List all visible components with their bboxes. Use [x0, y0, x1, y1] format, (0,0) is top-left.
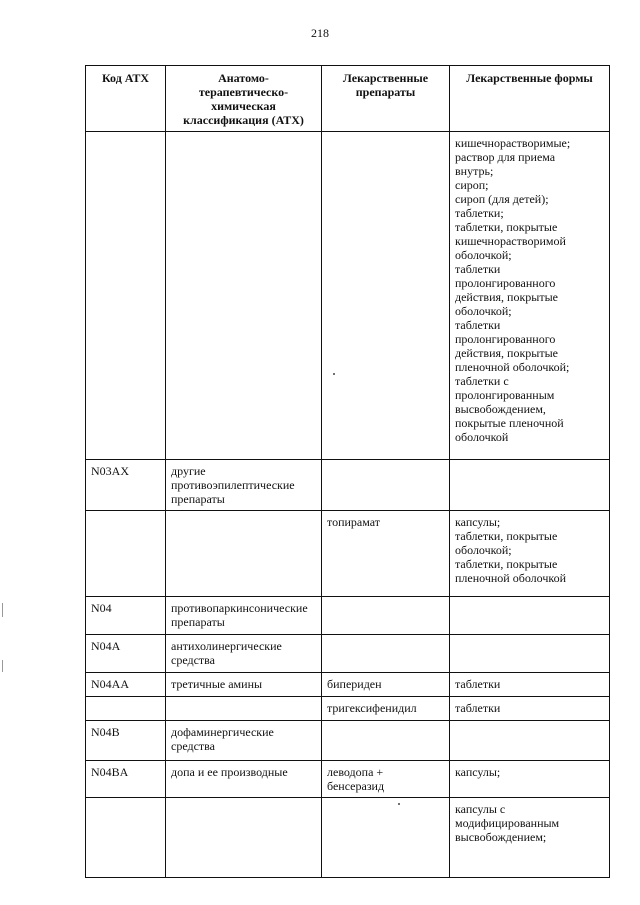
table-row — [86, 635, 610, 673]
cell-text-line: тригексифенидил — [327, 701, 417, 715]
table-row — [86, 721, 610, 761]
table-row — [86, 460, 610, 511]
cell-text-line: оболочкой — [455, 430, 509, 444]
atc-classification-cell — [166, 460, 322, 511]
cell-text-line: сироп (для детей); — [455, 192, 549, 206]
cell-text: N03AX — [91, 464, 129, 478]
cell-text-line: препараты — [171, 615, 225, 629]
cell-text-line: таблетки с — [455, 374, 509, 388]
drug-name-cell — [322, 798, 450, 878]
cell-text-line: оболочкой; — [455, 304, 512, 318]
cell-text-line: раствор для приема — [455, 150, 556, 164]
table-row — [86, 597, 610, 635]
scan-speck — [398, 803, 400, 805]
table-row — [86, 511, 610, 597]
cell-text-line: пролонгированного — [455, 276, 556, 290]
cell-text-line: таблетки — [455, 677, 501, 691]
dosage-forms-cell — [450, 697, 610, 721]
dosage-forms-cell — [450, 132, 610, 460]
header-dosage-forms: Лекарственные формы — [450, 66, 610, 132]
header-drugs: Лекарственные препараты — [322, 66, 450, 132]
cell-text-line: действия, покрытые — [455, 290, 558, 304]
cell-text-line: другие — [171, 464, 206, 478]
drug-name-cell — [322, 635, 450, 673]
atc-classification-cell — [166, 511, 322, 597]
atc-code-cell — [86, 798, 166, 878]
atc-classification-cell — [166, 697, 322, 721]
cell-text: N04AA — [91, 677, 129, 691]
cell-text-line: оболочкой; — [455, 543, 512, 557]
cell-text-line: пленочной оболочкой; — [455, 360, 570, 374]
drug-name-cell — [322, 511, 450, 597]
scan-edge-mark — [2, 660, 3, 672]
atc-classification-cell — [166, 132, 322, 460]
cell-text-line: бипериден — [327, 677, 382, 691]
scan-speck — [333, 373, 335, 375]
dosage-forms-cell — [450, 597, 610, 635]
cell-text-line: допа и ее производные — [171, 765, 288, 779]
table-row — [86, 761, 610, 798]
cell-text-line: капсулы с — [455, 802, 506, 816]
atc-code-cell — [86, 460, 166, 511]
cell-text-line: топирамат — [327, 515, 381, 529]
atc-classification-cell — [166, 635, 322, 673]
cell-text-line: капсулы; — [455, 765, 501, 779]
cell-text: N04A — [91, 639, 121, 653]
cell-text-line: кишечнорастворимой — [455, 234, 566, 248]
atc-code-cell — [86, 761, 166, 798]
cell-text-line: модифицированным — [455, 816, 560, 830]
atc-classification-cell — [166, 597, 322, 635]
atc-code-cell — [86, 635, 166, 673]
cell-text: N04 — [91, 601, 112, 615]
cell-text-line: пролонгированного — [455, 332, 556, 346]
atc-code-cell — [86, 673, 166, 697]
cell-text-line: таблетки — [455, 701, 501, 715]
dosage-forms-cell — [450, 673, 610, 697]
cell-text-line: кишечнорастворимые; — [455, 136, 571, 150]
cell-text-line: пролонгированным — [455, 388, 555, 402]
drug-name-cell — [322, 721, 450, 761]
atc-classification-cell — [166, 721, 322, 761]
cell-text-line: противопаркинсонические — [171, 601, 308, 615]
cell-text-line: сироп; — [455, 178, 489, 192]
dosage-forms-cell — [450, 721, 610, 761]
scan-edge-mark — [2, 603, 3, 617]
cell-text-line: дофаминергические — [171, 725, 274, 739]
cell-text-line: противоэпилептические — [171, 478, 295, 492]
dosage-forms-cell — [450, 798, 610, 878]
atc-classification-cell — [166, 761, 322, 798]
drug-name-cell — [322, 460, 450, 511]
cell-text-line: средства — [171, 739, 216, 753]
dosage-forms-cell — [450, 460, 610, 511]
atc-code-cell — [86, 597, 166, 635]
table-row — [86, 697, 610, 721]
cell-text-line: капсулы; — [455, 515, 501, 529]
header-atc-code: Код АТХ — [86, 66, 166, 132]
atc-code-cell — [86, 697, 166, 721]
drug-name-cell — [322, 673, 450, 697]
cell-text-line: третичные амины — [171, 677, 263, 691]
table-row — [86, 798, 610, 878]
cell-text-line: бенсеразид — [327, 779, 385, 793]
cell-text-line: средства — [171, 653, 216, 667]
cell-text-line: оболочкой; — [455, 248, 512, 262]
atc-classification-cell — [166, 673, 322, 697]
cell-text: N04BA — [91, 765, 129, 779]
drug-name-cell — [322, 761, 450, 798]
cell-text-line: антихолинергические — [171, 639, 282, 653]
atc-code-cell — [86, 132, 166, 460]
table-row — [86, 132, 610, 460]
cell-text-line: таблетки — [455, 318, 501, 332]
cell-text-line: покрытые пленочной — [455, 416, 564, 430]
drug-name-cell — [322, 132, 450, 460]
dosage-forms-cell — [450, 511, 610, 597]
dosage-forms-cell — [450, 635, 610, 673]
cell-text-line: действия, покрытые — [455, 346, 558, 360]
cell-text-line: таблетки — [455, 262, 501, 276]
cell-text-line: таблетки, покрытые — [455, 557, 558, 571]
cell-text-line: внутрь; — [455, 164, 494, 178]
cell-text-line: таблетки; — [455, 206, 504, 220]
cell-text-line: высвобождением; — [455, 830, 547, 844]
cell-text-line: леводопа + — [327, 765, 384, 779]
cell-text-line: высвобождением, — [455, 402, 546, 416]
dosage-forms-cell — [450, 761, 610, 798]
cell-text: N04B — [91, 725, 120, 739]
atc-drug-table — [85, 65, 610, 878]
table-header-row — [86, 66, 610, 132]
atc-code-cell — [86, 721, 166, 761]
drug-name-cell — [322, 697, 450, 721]
header-atc-classification: Анатомо- терапевтическо- химическая классификация (АТХ) — [166, 66, 322, 132]
atc-classification-cell — [166, 798, 322, 878]
cell-text-line: таблетки, покрытые — [455, 220, 558, 234]
cell-text-line: препараты — [171, 492, 225, 506]
page-number: 218 — [311, 26, 329, 40]
drug-name-cell — [322, 597, 450, 635]
cell-text-line: пленочной оболочкой — [455, 571, 567, 585]
atc-code-cell — [86, 511, 166, 597]
table-row — [86, 673, 610, 697]
cell-text-line: таблетки, покрытые — [455, 529, 558, 543]
